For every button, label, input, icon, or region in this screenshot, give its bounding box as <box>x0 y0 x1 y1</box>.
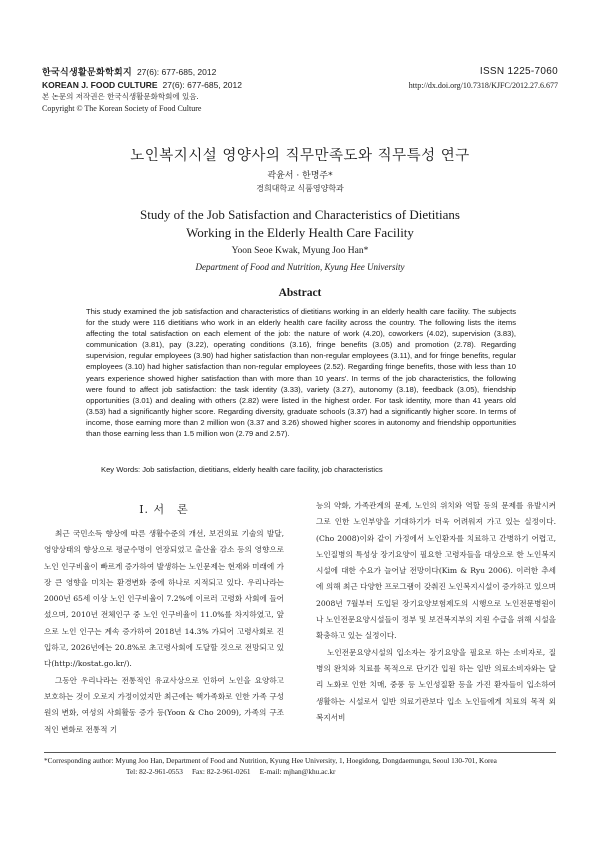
paper-title-en <box>0 206 600 242</box>
body-paragraph: 그동안 우리나라는 전통적인 유교사상으로 인하여 노인을 요양하고 보호하는 것이 오로지 가정이었지만 최근에는 핵가족화로 인한 가족 구성원의 변화, 여성의 사회활동 증가 등(Yoon & Cho 2009), 가족의 구조적인 변화로 전통적 기 <box>44 675 284 734</box>
keywords-label: Key Words: <box>101 465 141 474</box>
corresponding-author-footnote <box>44 756 564 777</box>
copyright-notice-ko: 본 논문의 저작권은 한국식생활문화학회에 있음. <box>42 92 199 101</box>
copyright-line: Copyright © The Korean Society of Food Culture <box>42 103 202 113</box>
keywords <box>101 464 521 475</box>
abstract-text: This study examined the job satisfaction and characteristics of dietitians working in an elderly health care facility. The subjects for the study were 116 dietitians who work in an elderly health care facility across the country. The following lists the items affecting the total satisfaction on each element of the job: the nature of work (4.20), coworkers (4.02), supervision (3.83), communication (3.81), pay (3.22), operating conditions (3.16), fringe benefits (3.05) and promotion (2.78). Regarding supervision, regular employees (3.90) had higher satisfaction than non-regular employees (3.11), and for fringe benefits, regular employees (3.10) had higher satisfaction than non-regular employees (2.52). Regarding fringe benefits, those with less than 10 years experience showed higher satisfaction than with more than 10 years'. In terms of the job characteristics, the following were found to affect job satisfaction: the task identity (3.33), variety (3.27), autonomy (3.18), feedback (3.05), friendship opportunities (3.01) and dealing with others (2.82) were listed in the highest order. For task identity, more than 41 years old (3.53) had a significantly higher score. Regarding diversity, graduate schools (3.37) had a significantly higher score. In terms of income, those earning more than 2 million won (3.37 and 3.26) showed higher scores in autonomy and friendship opportunities than those earning less than 1.5 million won (2.79 and 2.57). <box>86 307 516 439</box>
footnote-line1: *Corresponding author: Myung Joo Han, Department of Food and Nutrition, Kyung Hee University, 1, Hoegidong, Dongdaemungu, Seoul 130-701, Korea <box>44 756 497 765</box>
body-paragraph: 최근 국민소득 향상에 따른 생활수준의 개선, 보건의료 기술의 발달, 영양상태의 향상으로 평균수명이 연장되었고 출산율 감소 등의 영향으로 노인 인구비율이 빠르게 증가하여 발생하는 노인문제는 현재와 미래에 가장 큰 영향을 미치는 환경변화 중에 하나로 지적되고 있다. 우리나라는 2000년 65세 이상 노인 인구비율이 7.2%에 이르러 고령화 사회에 들어섰으며, 2010년 전체인구 중 노인 인구비율이 11.0%를 차지하였고, 앞으로 노인 인구는 계속 증가하여 2018년 14.3% 가되어 고령사회로 진입하고, 2026년에는 20.8%로 초고령사회에 도달할 것으로 전망되고 있다(http://kostat.go.kr/). <box>44 529 284 669</box>
journal-volume-ko: 27(6): 677-685, 2012 <box>136 67 217 77</box>
authors-ko: 곽윤서 · 한명주* <box>267 171 333 181</box>
footnote-line2: Tel: 82-2-961-0553 Fax: 82-2-961-0261 E-mail: mjhan@khu.ac.kr <box>126 766 336 776</box>
journal-name-en: KOREAN J. FOOD CULTURE <box>42 79 158 90</box>
journal-volume-en: 27(6): 677-685, 2012 <box>162 79 242 90</box>
keywords-list: Job satisfaction, dietitians, elderly health care facility, job characteristics <box>142 465 383 474</box>
body-column-left <box>44 498 284 738</box>
body-paragraph: 노인전문요양시설의 입소자는 장기요양을 필요로 하는 소비자로, 질병의 완치와 치료를 목적으로 단기간 입원 하는 일반 의료소비자와는 달리 노화로 인한 치매, 중풍 등 노인성질환 등을 가진 환자들이 입소하여 생활하는 시설로서 일반 의료기관보다 입소 노인들에게 치료의 목적 외 복지서비 <box>316 647 556 722</box>
body-column-right <box>316 498 556 726</box>
journal-header <box>42 67 242 114</box>
footnote-divider <box>44 752 556 753</box>
issn: ISSN 1225-7060 <box>479 66 558 77</box>
body-paragraph: 능의 약화, 가족관계의 문제, 노인의 위치와 역할 등의 문제를 유발시켜 그로 인한 노인부양을 기대하기가 더욱 어려워져 가고 있는 실정이다.(Cho 2008)이와 같이 가정에서 노인환자를 치료하고 간병하기 어렵고, 노인질병의 특성상 장기요양이 필요한 고령자들을 대상으로 한 노인복지 시설에 대한 수요가 늘어날 전망이다(Kim & Ryu 2006). 이러한 추세에 의해 최근 다양한 프로그램이 갖춰진 노인복지시설이 증가하고 있으며 2008년 7월부터 도입된 장기요양보험제도의 시행으로 노인전문병원이나 노인전문요양시설들이 정부 및 보건복지부의 지원 수급을 위해 시설을 확충하고 있는 실정이다. <box>316 501 556 641</box>
affiliation-ko: 경희대학교 식품영양학과 <box>256 184 344 193</box>
paper-title-ko: 노인복지시설 영양사의 직무만족도와 직무특성 연구 <box>130 148 470 164</box>
journal-name-ko: 한국식생활문화학회지 <box>42 68 132 78</box>
doi-link[interactable]: http://dx.doi.org/10.7318/KJFC/2012.27.6.677 <box>408 81 558 90</box>
issn-block <box>409 66 558 90</box>
paper-title-en-line2: Working in the Elderly Health Care Facility <box>186 225 414 240</box>
section-heading-introduction: I. 서 론 <box>139 503 189 516</box>
paper-title-en-line1: Study of the Job Satisfaction and Characteristics of Dietitians <box>140 207 460 222</box>
abstract-heading: Abstract <box>278 287 322 299</box>
authors-en: Yoon Seoe Kwak, Myung Joo Han* <box>231 246 369 256</box>
affiliation-en: Department of Food and Nutrition, Kyung Hee University <box>195 262 405 272</box>
